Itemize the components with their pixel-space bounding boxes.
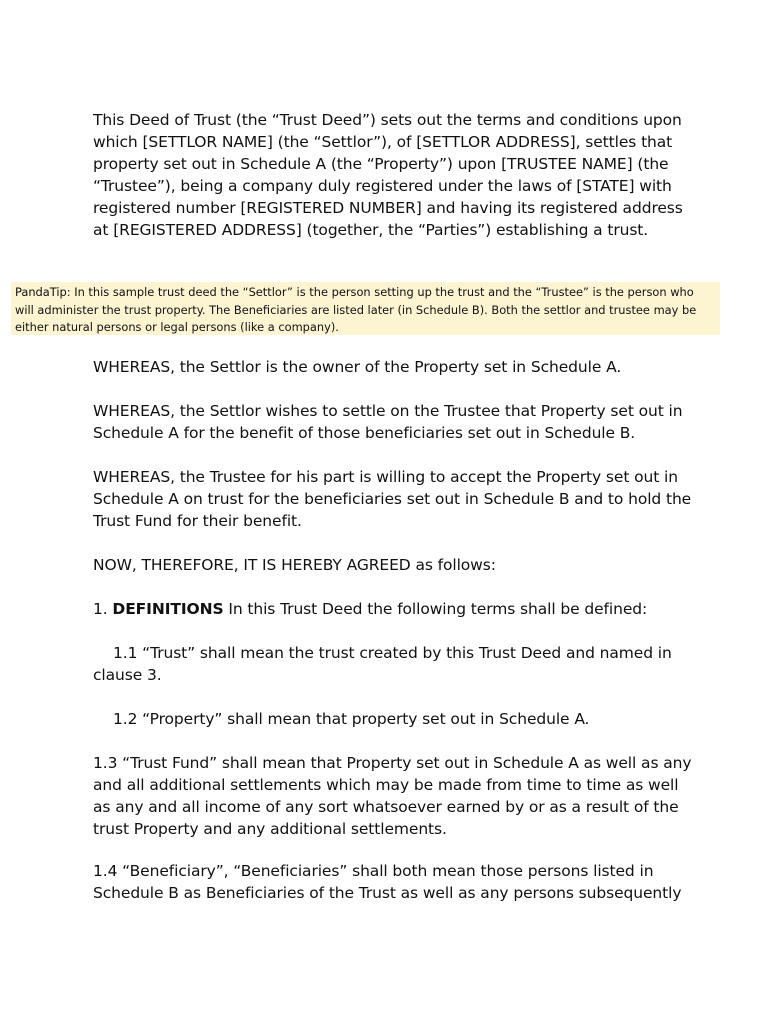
whereas-clause-3: WHEREAS, the Trustee for his part is willing to accept the Property set out in Schedule A on trust for the beneficiaries set out in Schedule B and to hold the Trust Fund for their benefit. (93, 468, 692, 530)
section-1-definitions (93, 598, 693, 620)
definition-1-4: 1.4 “Beneficiary”, “Beneficiaries” shall both mean those persons listed in Schedule B as Beneficiaries of the Trust as well as any persons subsequently (93, 862, 682, 902)
section-1-number: 1. (93, 600, 113, 618)
whereas-clause-2: WHEREAS, the Settlor wishes to settle on the Trustee that Property set out in Schedule A for the benefit of those beneficiaries set out in Schedule B. (93, 402, 683, 442)
whereas-clause-1: WHEREAS, the Settlor is the owner of the Property set in Schedule A. (93, 358, 622, 376)
intro-paragraph: This Deed of Trust (the “Trust Deed”) sets out the terms and conditions upon which [SETTLOR NAME] (the “Settlor”), of [SETTLOR ADDRESS], settles that property set out in Schedule A (the “Property”) upon [TRUSTEE NAME] (the “Trustee”), being a company duly registered under the laws of [STATE] with registered number [REGISTERED NUMBER] and having its registered address at [REGISTERED ADDRESS] (together, the “Parties”) establishing a trust. (93, 111, 683, 239)
panda-tip-note: PandaTip: In this sample trust deed the “Settlor” is the person setting up the trust and the “Trustee” is the person who will administer the trust property. The Beneficiaries are listed later (in Schedule B). Both the settlor and trustee may be either natural persons or legal persons (like a company). (11, 282, 720, 335)
definition-1-2: 1.2 “Property” shall mean that property set out in Schedule A. (113, 710, 590, 728)
section-1-intro: In this Trust Deed the following terms shall be defined: (223, 600, 648, 618)
definition-1-1: 1.1 “Trust” shall mean the trust created by this Trust Deed and named in clause 3. (93, 644, 672, 684)
section-1-heading: DEFINITIONS (112, 600, 224, 618)
definition-1-3: 1.3 “Trust Fund” shall mean that Property set out in Schedule A as well as any and all additional settlements which may be made from time to time as well as any and all income of any sort whatsoever earned by or as a result of the trust Property and any additional settlements. (93, 754, 692, 838)
now-therefore-clause: NOW, THEREFORE, IT IS HEREBY AGREED as follows: (93, 556, 496, 574)
